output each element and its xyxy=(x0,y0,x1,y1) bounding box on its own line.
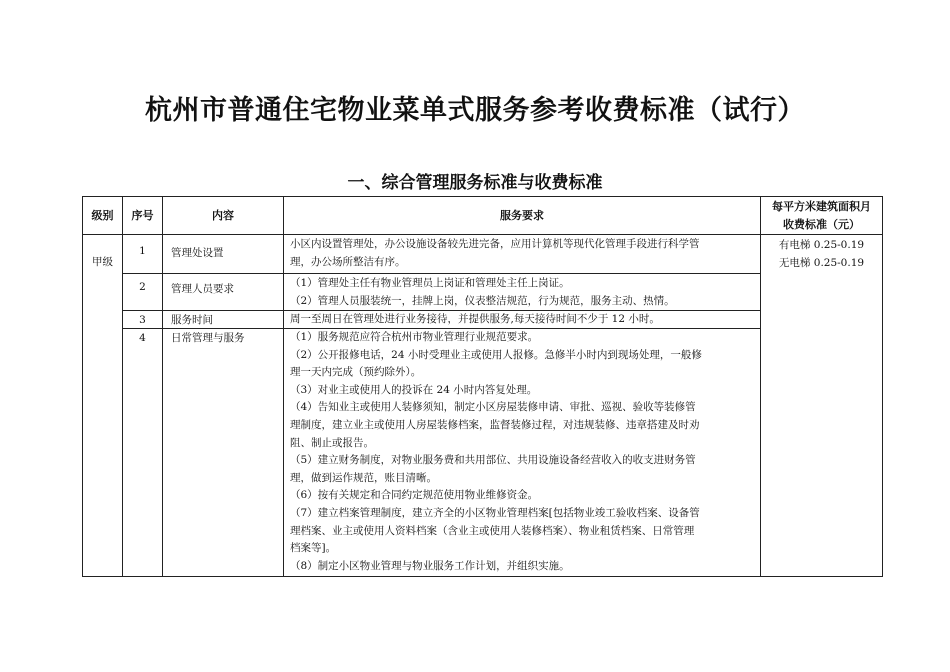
seq-cell: 1 xyxy=(123,235,163,274)
header-level: 级别 xyxy=(83,197,123,235)
seq-cell: 2 xyxy=(123,274,163,311)
requirement-line: 理制度，建立业主或使用人房屋装修档案，监督装修过程，对违规装修、违章搭建及时劝 xyxy=(290,418,700,431)
requirement-line: （6）按有关规定和合同约定规范使用物业维修资金。 xyxy=(290,489,539,502)
document-title: 杭州市普通住宅物业菜单式服务参考收费标准（试行） xyxy=(145,95,805,126)
fee-standard-table xyxy=(82,196,883,577)
requirement-line: （7）建立档案管理制度，建立齐全的小区物业管理档案[包括物业竣工验收档案、设备管 xyxy=(290,506,700,519)
requirement-line: 小区内设置管理处，办公设施设备较先进完备，应用计算机等现代化管理手段进行科学管 xyxy=(290,238,700,250)
header-seq: 序号 xyxy=(123,197,163,235)
header-requirement: 服务要求 xyxy=(284,197,761,235)
requirement-line: （3）对业主或使用人的投诉在 24 小时内答复处理。 xyxy=(290,383,538,396)
requirement-line: 理一天内完成（预约除外）。 xyxy=(290,366,422,379)
requirement-cell xyxy=(284,235,761,274)
fee-cell xyxy=(761,235,883,577)
content-cell: 日常管理与服务 xyxy=(163,329,284,577)
requirement-line: （4）告知业主或使用人装修须知，制定小区房屋装修申请、审批、巡视、验收等装修管 xyxy=(290,401,696,414)
requirement-cell xyxy=(284,329,761,577)
header-content: 内容 xyxy=(163,197,284,235)
requirement-line: （2）管理人员服装统一，挂牌上岗，仪表整洁规范，行为规范，服务主动、热情。 xyxy=(290,295,675,307)
section-title: 一、综合管理服务标准与收费标准 xyxy=(347,173,603,193)
requirement-line: 档案等]。 xyxy=(290,542,337,555)
requirement-line: 理，做到运作规范，账目清晰。 xyxy=(290,471,437,484)
content-cell: 管理人员要求 xyxy=(163,274,284,311)
requirement-line: （1）管理处主任有物业管理员上岗证和管理处主任上岗证。 xyxy=(290,277,570,289)
header-fee-line2: 收费标准（元） xyxy=(783,217,860,231)
seq-cell: 4 xyxy=(123,329,163,577)
requirement-cell xyxy=(284,311,761,329)
requirement-line: 周一至周日在管理处进行业务接待，并提供服务,每天接待时间不少于 12 小时。 xyxy=(290,313,660,325)
table-row xyxy=(83,235,883,274)
fee-elevator: 有电梯 0.25-0.19 xyxy=(778,239,865,251)
requirement-line: 阻、制止或报告。 xyxy=(290,436,374,449)
header-fee xyxy=(761,197,883,235)
requirement-line: （8）制定小区物业管理与物业服务工作计划，并组织实施。 xyxy=(290,559,570,572)
requirement-cell xyxy=(284,274,761,311)
requirement-line: （2）公开报修电话，24 小时受理业主或使用人报修。急修半小时内到现场处理，一般修 xyxy=(290,348,702,361)
header-fee-line1: 每平方米建筑面积月 xyxy=(772,199,871,213)
requirement-line: （5）建立财务制度，对物业服务费和共用部位、共用设施设备经营收入的收支进财务管 xyxy=(290,454,696,467)
fee-no-elevator: 无电梯 0.25-0.19 xyxy=(778,257,865,269)
requirement-line: （1）服务规范应符合杭州市物业管理行业规范要求。 xyxy=(290,331,539,343)
level-cell: 甲级 xyxy=(83,235,123,577)
content-cell: 服务时间 xyxy=(163,311,284,329)
requirement-line: 理档案、业主或使用人资料档案（含业主或使用人装修档案）、物业租赁档案、日常管理 xyxy=(290,524,695,537)
requirement-line: 理，办公场所整洁有序。 xyxy=(290,256,406,268)
table-header-row xyxy=(83,197,883,235)
seq-cell: 3 xyxy=(123,311,163,329)
content-cell: 管理处设置 xyxy=(163,235,284,274)
